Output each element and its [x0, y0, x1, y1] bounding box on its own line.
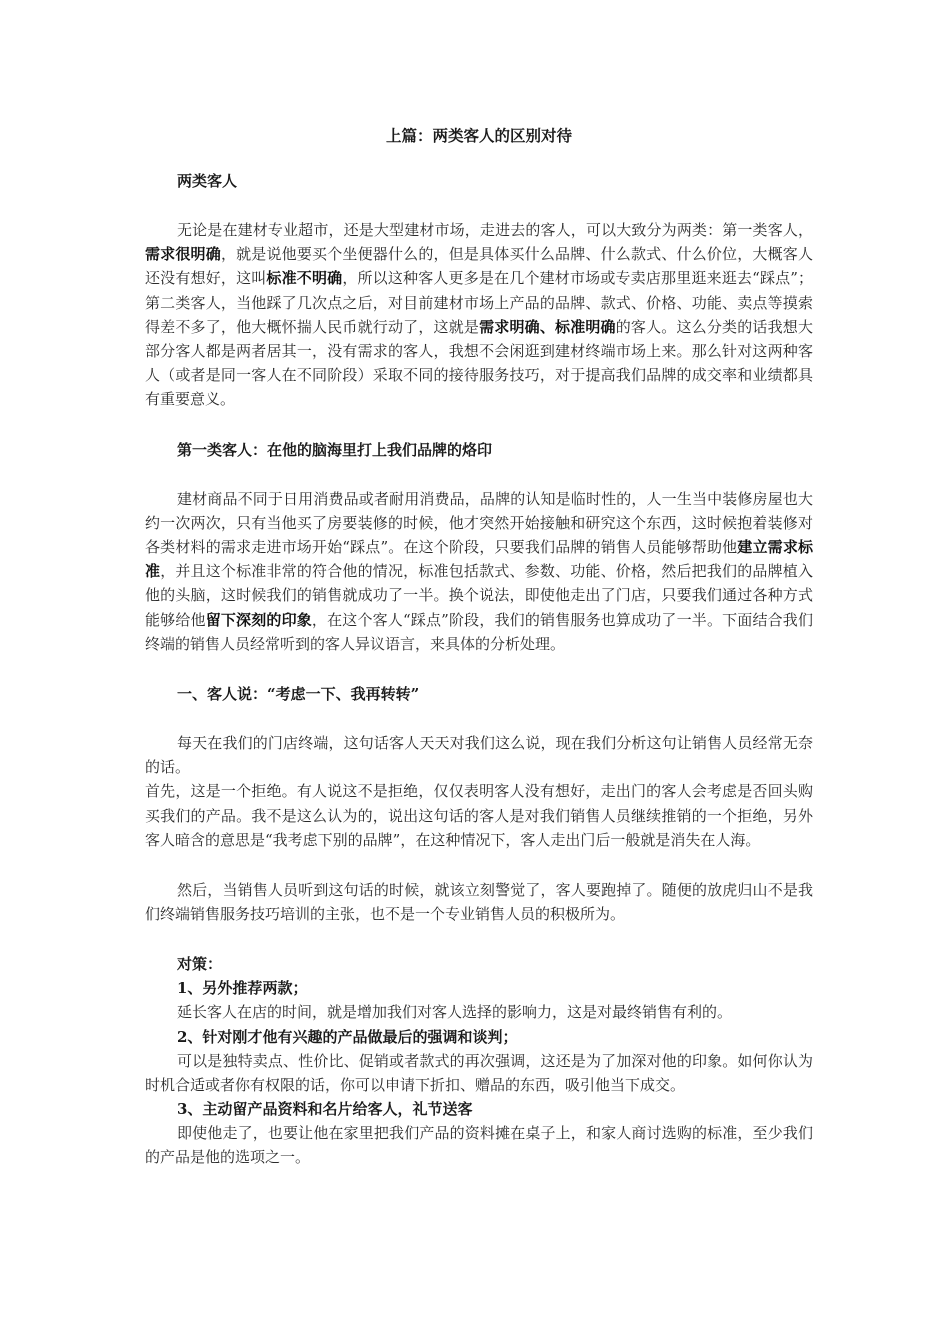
text-run: 无论是在建材专业超市，还是大型建材市场，走进去的客人，可以大致分为两类：第一类客人，	[177, 221, 813, 239]
bold-text: 需求很明确	[145, 245, 221, 264]
paragraph-then: 然后，当销售人员听到这句话的时候，就该立刻警觉了，客人要跑掉了。随便的放虎归山不是我们终端销售服务技巧培训的主张，也不是一个专业销售人员的积极所为。	[145, 881, 813, 924]
bold-text: 标准不明确	[266, 269, 343, 288]
countermeasure-2-heading: 2、针对刚才他有兴趣的产品做最后的强调和谈判；	[177, 1027, 518, 1046]
countermeasure-3-text: 即使他走了，也要让他在家里把我们产品的资料摊在桌子上，和家人商讨选购的标准，至少我们的产品是他的选项之一。	[145, 1124, 813, 1167]
text-run: ，所以这种客人更多是在几个建材市场或专卖店那里逛来逛去“踩点”；第二类客人，当他踩了几次点之后，对目前建材市场上产品的品牌、款式、价格、功能、卖点等摸索得差不多了，他大概怀揣人民币就行动了，这就是	[145, 269, 813, 336]
text-run: 建材商品不同于日用消费品或者耐用消费品，品牌的认知是临时性的，人一生当中装修房屋也大约一次两次，只有当他买了房要装修的时候，他才突然开始接触和研究这个东西，这时候抱着装修对各类材料的需求走进市场开始“踩点”。在这个阶段，只要我们品牌的销售人员能够帮助他	[145, 489, 813, 557]
paragraph-intro	[145, 218, 813, 412]
text-run: 的客人。这么分类的话我想大部分客人都是两者居其一，没有需求的客人，我想不会闲逛到建材终端市场上来。那么针对这两种客人（或者是同一客人在不同阶段）采取不同的接待服务技巧，对于提高我们品牌的成交率和业绩都具有重要意义。	[145, 317, 813, 409]
document-title: 上篇：两类客人的区别对待	[385, 126, 572, 145]
paragraph-first-type	[145, 487, 813, 656]
section-heading-first-type: 第一类客人：在他的脑海里打上我们品牌的烙印	[177, 440, 493, 459]
countermeasure-2-text: 可以是独特卖点、性价比、促销或者款式的再次强调，这还是为了加深对他的印象。如何你认为时机合适或者你有权限的话，你可以申请下折扣、赠品的东西，吸引他当下成交。	[145, 1051, 813, 1094]
paragraph-first-reason: 首先，这是一个拒绝。有人说这不是拒绝，仅仅表明客人没有想好，走出门的客人会考虑是否回头购买我们的产品。我不是这么认为的，说出这句话的客人是对我们销售人员继续推销的一个拒绝，另外客人暗含的意思是“我考虑下别的品牌”，在这种情况下，客人走出门后一般就是消失在人海。	[145, 782, 813, 849]
bold-text: 建立需求标准	[145, 538, 813, 581]
countermeasure-1-text: 延长客人在店的时间，就是增加我们对客人选择的影响力，这是对最终销售有利的。	[177, 1003, 733, 1022]
bold-text: 留下深刻的印象	[205, 610, 312, 629]
section-heading-two-types: 两类客人	[177, 172, 238, 190]
bold-text: 需求明确、标准明确	[479, 317, 616, 336]
text-run: ，就是说他要买个坐便器什么的，但是具体买什么品牌、什么款式、什么价位，大概客人还没有想好，这叫	[145, 245, 813, 288]
paragraph-daily: 每天在我们的门店终端，这句话客人天天对我们这么说，现在我们分析这句让销售人员经常无奈的话。	[145, 734, 813, 777]
text-run: ，并且这个标准非常的符合他的情况，标准包括款式、参数、功能、价格，然后把我们的品牌植入他的头脑，这时候我们的销售就成功了一半。换个说法，即使他走出了门店，只要我们通过各种方式能够给他	[145, 562, 813, 629]
section-heading-objection: 一、客人说：“考虑一下、我再转转”	[177, 685, 420, 704]
countermeasure-3-heading: 3、主动留产品资料和名片给客人，礼节送客	[177, 1100, 473, 1119]
document-page	[145, 124, 813, 1169]
text-run: ，在这个客人“踩点”阶段，我们的销售服务也算成功了一半。下面结合我们终端的销售人员经常听到的客人异议语言，来具体的分析处理。	[145, 610, 813, 653]
countermeasures-heading: 对策：	[177, 955, 223, 974]
countermeasure-1-heading: 1、另外推荐两款；	[177, 979, 308, 998]
